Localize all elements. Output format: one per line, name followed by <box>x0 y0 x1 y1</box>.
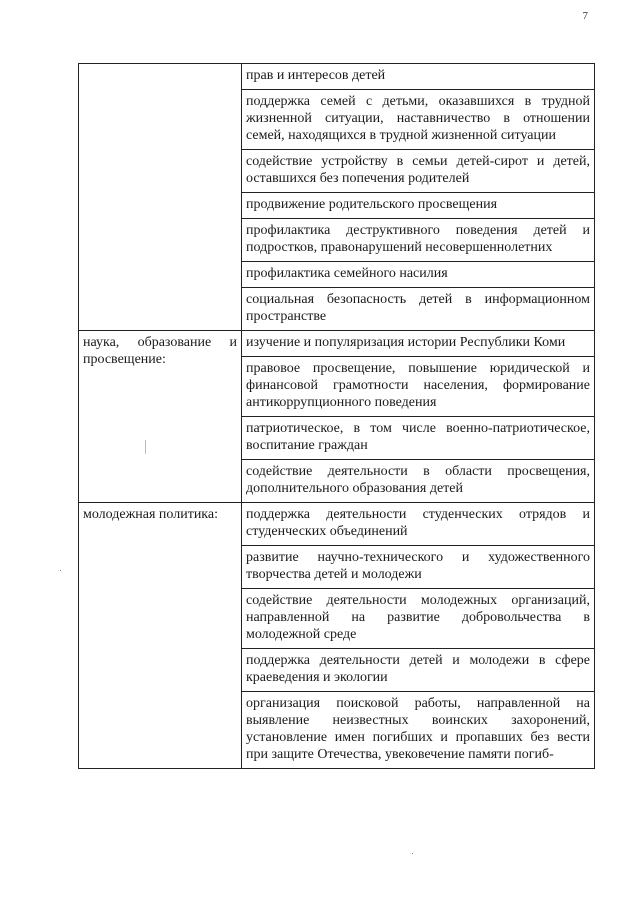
scan-speck <box>145 440 146 454</box>
activity-cell: профилактика семейного насилия <box>242 262 595 288</box>
category-cell <box>79 64 242 331</box>
activity-cell: содействие деятельности в области просвещения, дополнительного образования детей <box>242 460 595 503</box>
activity-cell: содействие деятельности молодежных организаций, направленной на развитие добровольчества в молодежной среде <box>242 589 595 649</box>
activity-cell: поддержка деятельности студенческих отрядов и студенческих объединений <box>242 503 595 546</box>
scan-speck <box>60 570 61 571</box>
activity-cell: продвижение родительского просвещения <box>242 193 595 219</box>
activities-table <box>78 63 595 769</box>
activity-cell: патриотическое, в том числе военно-патриотическое, воспитание граждан <box>242 417 595 460</box>
activity-cell: профилактика деструктивного поведения детей и подростков, правонарушений несовершеннолетних <box>242 219 595 262</box>
table-row <box>79 64 595 90</box>
activity-cell: развитие научно-технического и художественного творчества детей и молодежи <box>242 546 595 589</box>
category-cell <box>79 503 242 769</box>
activity-cell: прав и интересов детей <box>242 64 595 90</box>
table-row <box>79 331 595 357</box>
activity-cell: содействие устройству в семьи детей-сирот и детей, оставшихся без попечения родителей <box>242 150 595 193</box>
category-label: молодежная политика: <box>83 507 219 522</box>
table-row <box>79 503 595 546</box>
activity-cell: изучение и популяризация истории Республики Коми <box>242 331 595 357</box>
scan-speck <box>412 853 413 854</box>
activity-cell: организация поисковой работы, направленной на выявление неизвестных воинских захоронений, установление имен погибших и пропавших без вести при защите Отечества, увековечение памяти погиб- <box>242 692 595 769</box>
page-number: 7 <box>582 10 588 22</box>
activity-cell: социальная безопасность детей в информационном пространстве <box>242 288 595 331</box>
activity-cell: поддержка семей с детьми, оказавшихся в трудной жизненной ситуации, наставничество в отношении семей, находящихся в трудной жизненной ситуации <box>242 90 595 150</box>
category-cell <box>79 331 242 503</box>
activity-cell: поддержка деятельности детей и молодежи в сфере краеведения и экологии <box>242 649 595 692</box>
activity-cell: правовое просвещение, повышение юридической и финансовой грамотности населения, формирование антикоррупционного поведения <box>242 357 595 417</box>
category-label: наука, образование и просвещение: <box>83 335 237 367</box>
